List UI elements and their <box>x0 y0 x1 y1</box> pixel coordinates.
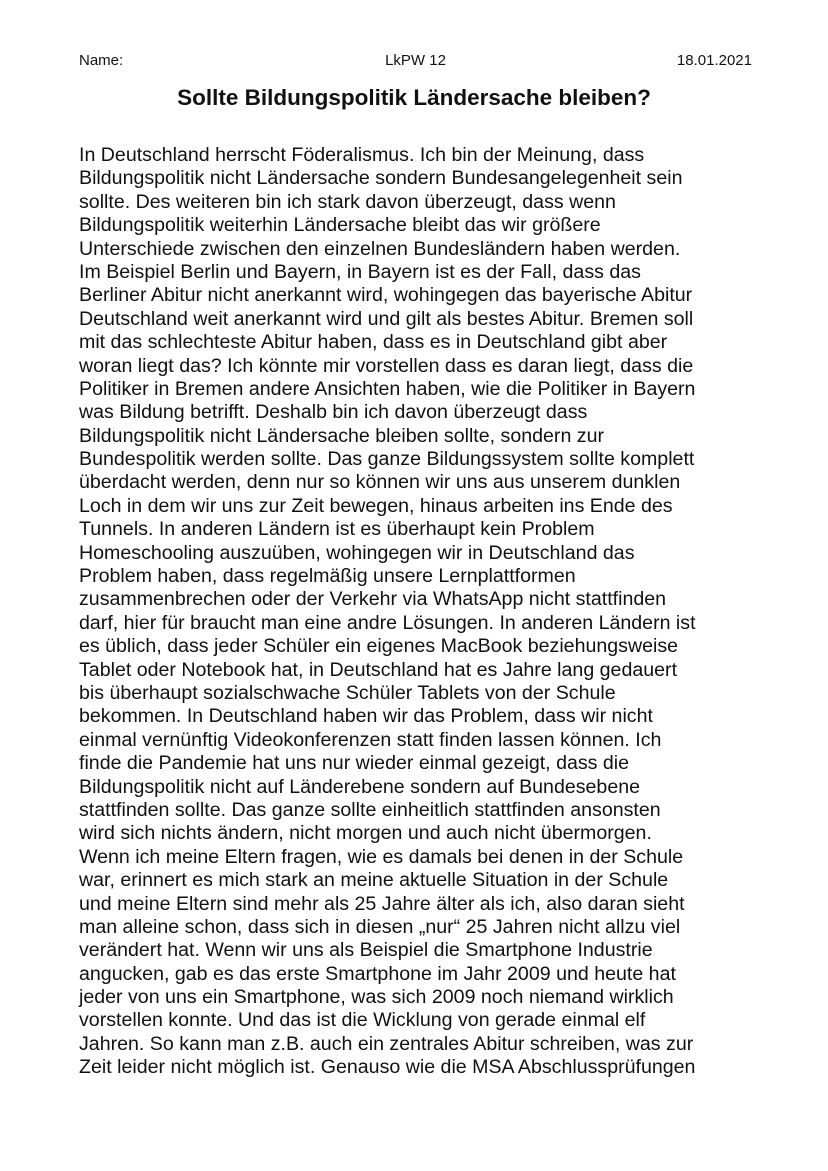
body-line: In Deutschland herrscht Föderalismus. Ich bin der Meinung, dass <box>79 144 645 166</box>
body-line: angucken, gab es das erste Smartphone im Jahr 2009 und heute hat <box>79 962 676 985</box>
body-line: überdacht werden, denn nur so können wir uns aus unserem dunklen <box>79 471 681 494</box>
body-line: mit das schlechteste Abitur haben, dass es in Deutschland gibt aber <box>79 331 668 354</box>
body-line: bekommen. In Deutschland haben wir das Problem, dass wir nicht <box>79 705 653 728</box>
body-line: vorstellen konnte. Und das ist die Wicklung von gerade einmal elf <box>79 1009 646 1032</box>
body-line: verändert hat. Wenn wir uns als Beispiel die Smartphone Industrie <box>79 939 653 962</box>
body-line: finde die Pandemie hat uns nur wieder einmal gezeigt, dass die <box>79 752 630 775</box>
body-line: stattfinden sollte. Das ganze sollte einheitlich stattfinden ansonsten <box>79 798 661 821</box>
date-label: 18.01.2021 <box>676 52 752 69</box>
body-line: Tablet oder Notebook hat, in Deutschland hat es Jahre lang gedauert <box>79 658 678 681</box>
body-line: war, erinnert es mich stark an meine aktuelle Situation in der Schule <box>79 869 669 892</box>
body-line: man alleine schon, dass sich in diesen „nur“ 25 Jahren nicht allzu viel <box>79 915 681 938</box>
name-label: Name: <box>79 52 124 69</box>
body-line: einmal vernünftig Videokonferenzen statt finden lassen können. Ich <box>79 728 662 751</box>
body-line: jeder von uns ein Smartphone, was sich 2009 noch niemand wirklich <box>79 986 674 1009</box>
body-line: Bildungspolitik nicht Ländersache bleiben sollte, sondern zur <box>79 424 605 447</box>
body-line: Bildungspolitik nicht auf Länderebene sondern auf Bundesebene <box>79 775 641 798</box>
body-line: und meine Eltern sind mehr als 25 Jahre älter als ich, also daran sieht <box>79 892 685 915</box>
body-line: bis überhaupt sozialschwache Schüler Tablets von der Schule <box>79 681 616 704</box>
body-line: Problem haben, dass regelmäßig unsere Lernplattformen <box>79 565 576 588</box>
body-line: was Bildung betrifft. Deshalb bin ich davon überzeugt dass <box>79 401 588 424</box>
body-line: es üblich, dass jeder Schüler ein eigenes MacBook beziehungsweise <box>79 635 679 658</box>
body-line: Jahren. So kann man z.B. auch ein zentrales Abitur schreiben, was zur <box>79 1032 694 1055</box>
body-line: Bundespolitik werden sollte. Das ganze Bildungssystem sollte komplett <box>79 448 695 471</box>
body-line: Tunnels. In anderen Ländern ist es überhaupt kein Problem <box>79 518 595 541</box>
body-line: darf, hier für braucht man eine andre Lösungen. In anderen Ländern ist <box>79 611 696 634</box>
document-title: Sollte Bildungspolitik Ländersache bleiben? <box>177 85 651 110</box>
body-line: Berliner Abitur nicht anerkannt wird, wohingegen das bayerische Abitur <box>79 284 693 307</box>
body-line: Zeit leider nicht möglich ist. Genauso wie die MSA Abschlussprüfungen <box>79 1056 696 1079</box>
body-line: Unterschiede zwischen den einzelnen Bundesländern haben werden. <box>79 237 681 260</box>
essay-body <box>79 144 759 1080</box>
body-line: Bildungspolitik weiterhin Ländersache bleibt das wir größere <box>79 214 601 237</box>
course-label: LkPW 12 <box>385 52 446 69</box>
body-line: Im Beispiel Berlin und Bayern, in Bayern ist es der Fall, dass das <box>79 260 641 283</box>
body-line: Wenn ich meine Eltern fragen, wie es damals bei denen in der Schule <box>79 845 684 868</box>
body-line: Deutschland weit anerkannt wird und gilt als bestes Abitur. Bremen soll <box>79 307 694 330</box>
body-line: Bildungspolitik nicht Ländersache sondern Bundesangelegenheit sein <box>79 167 683 190</box>
document-header <box>79 51 752 71</box>
body-line: Homeschooling auszuüben, wohingegen wir in Deutschland das <box>79 541 635 564</box>
body-line: Politiker in Bremen andere Ansichten haben, wie die Politiker in Bayern <box>79 377 696 400</box>
body-line: woran liegt das? Ich könnte mir vorstellen dass es daran liegt, dass die <box>79 354 694 377</box>
body-line: wird sich nichts ändern, nicht morgen und auch nicht übermorgen. <box>79 822 652 845</box>
body-line: sollte. Des weiteren bin ich stark davon überzeugt, dass wenn <box>79 190 616 213</box>
body-line: Loch in dem wir uns zur Zeit bewegen, hinaus arbeiten ins Ende des <box>79 494 673 517</box>
body-line: zusammenbrechen oder der Verkehr via WhatsApp nicht stattfinden <box>79 588 667 611</box>
